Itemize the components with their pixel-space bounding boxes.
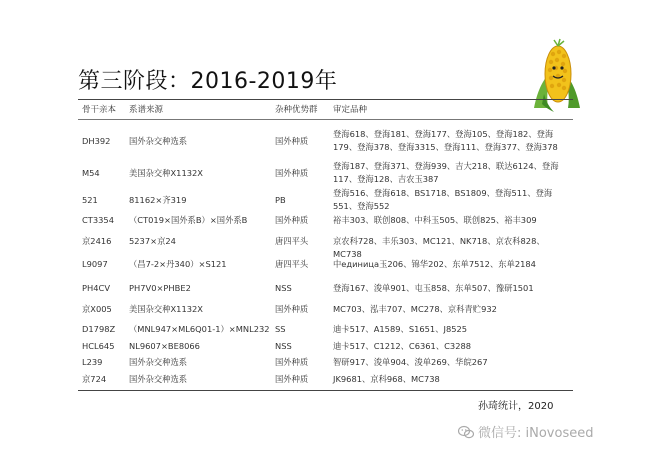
cell-parent: PH4CV [82,283,110,293]
cell-varieties: 迪卡517、C1212、C6361、C3288 [333,341,472,351]
source-note: 孙琦统计，2020 [478,401,554,412]
cell-varieties: 裕丰303、联创808、中科玉505、联创825、裕丰309 [333,215,537,225]
cell-source: 国外杂交种选系 [129,374,188,384]
cell-group: 唐四平头 [275,236,309,246]
cell-parent: 521 [82,195,98,205]
cell-source: 美国杂交种X1132X [129,168,203,178]
cell-source: PH7V0×PHBE2 [129,283,191,293]
cell-varieties: 登海187、登海371、登海939、吉大218、联达6124、登海117、登海128、吉农玉387 [333,161,559,184]
table-top-rule [78,99,573,100]
cell-varieties: 迪卡517、A1589、S1651、J8525 [333,324,468,334]
cell-varieties: 中единица玉206、锦华202、东单7512、东单2184 [333,259,536,269]
cell-parent: 京2416 [82,236,112,246]
cell-group: SS [275,324,286,334]
cell-group: 国外种质 [275,215,309,225]
watermark-text: 微信号: iNovoseed [478,426,594,441]
table-bottom-rule [78,390,573,391]
cell-source: NL9607×BE8066 [129,341,200,351]
cell-varieties: JK9681、京科968、MC738 [333,374,440,384]
cell-source: 国外杂交种选系 [129,136,188,146]
cell-group: PB [275,195,286,205]
table-header-rule [78,119,573,120]
header-group: 杂种优势群 [275,105,318,115]
corn-icon [524,38,590,114]
cell-group: NSS [275,283,292,293]
cell-varieties: 京农科728、丰乐303、MC121、NK718、京农科828、MC738 [333,236,545,259]
cell-group: 国外种质 [275,374,309,384]
header-parent: 骨干亲本 [82,105,117,115]
cell-parent: 京X005 [82,304,112,314]
cell-parent: M54 [82,168,100,178]
cell-group: 国外种质 [275,304,309,314]
cell-source: 国外杂交种选系 [129,357,188,367]
cell-source: （MNL947×ML6Q01-1）×MNL232 [129,324,270,334]
cell-varieties: 智研917、浚单904、浚单269、华皖267 [333,357,488,367]
wechat-icon [458,425,474,439]
cell-group: NSS [275,341,292,351]
cell-group: 国外种质 [275,168,309,178]
cell-parent: D1798Z [82,324,116,334]
header-source: 系谱来源 [129,105,164,115]
cell-varieties: MC703、泓丰707、MC278、京科青贮932 [333,304,497,314]
cell-group: 国外种质 [275,136,309,146]
cell-parent: L9097 [82,259,108,269]
cell-varieties: 登海618、登海181、登海177、登海105、登海182、登海179、登海378、登海3315、登海111、登海377、登海378 [333,129,558,152]
cell-parent: L239 [82,357,103,367]
watermark [458,422,593,441]
cell-parent: DH392 [82,136,111,146]
cell-source: （昌7-2×丹340）×S121 [129,259,227,269]
cell-group: 唐四平头 [275,259,309,269]
cell-source: 81162×齐319 [129,195,187,205]
cell-parent: 京724 [82,374,107,384]
cell-varieties: 登海516、登海618、BS1718、BS1809、登海511、登海551、登海552 [333,188,553,211]
cell-varieties: 登海167、浚单901、屯玉858、东单507、豫研1501 [333,283,534,293]
page-title: 第三阶段：2016-2019年 [78,69,338,94]
header-varieties: 审定品种 [333,105,368,115]
cell-parent: HCL645 [82,341,115,351]
cell-source: 5237×京24 [129,236,176,246]
cell-parent: CT3354 [82,215,114,225]
cell-group: 国外种质 [275,357,309,367]
cell-source: （CT019×国外系B）×国外系B [129,215,248,225]
cell-source: 美国杂交种X1132X [129,304,203,314]
